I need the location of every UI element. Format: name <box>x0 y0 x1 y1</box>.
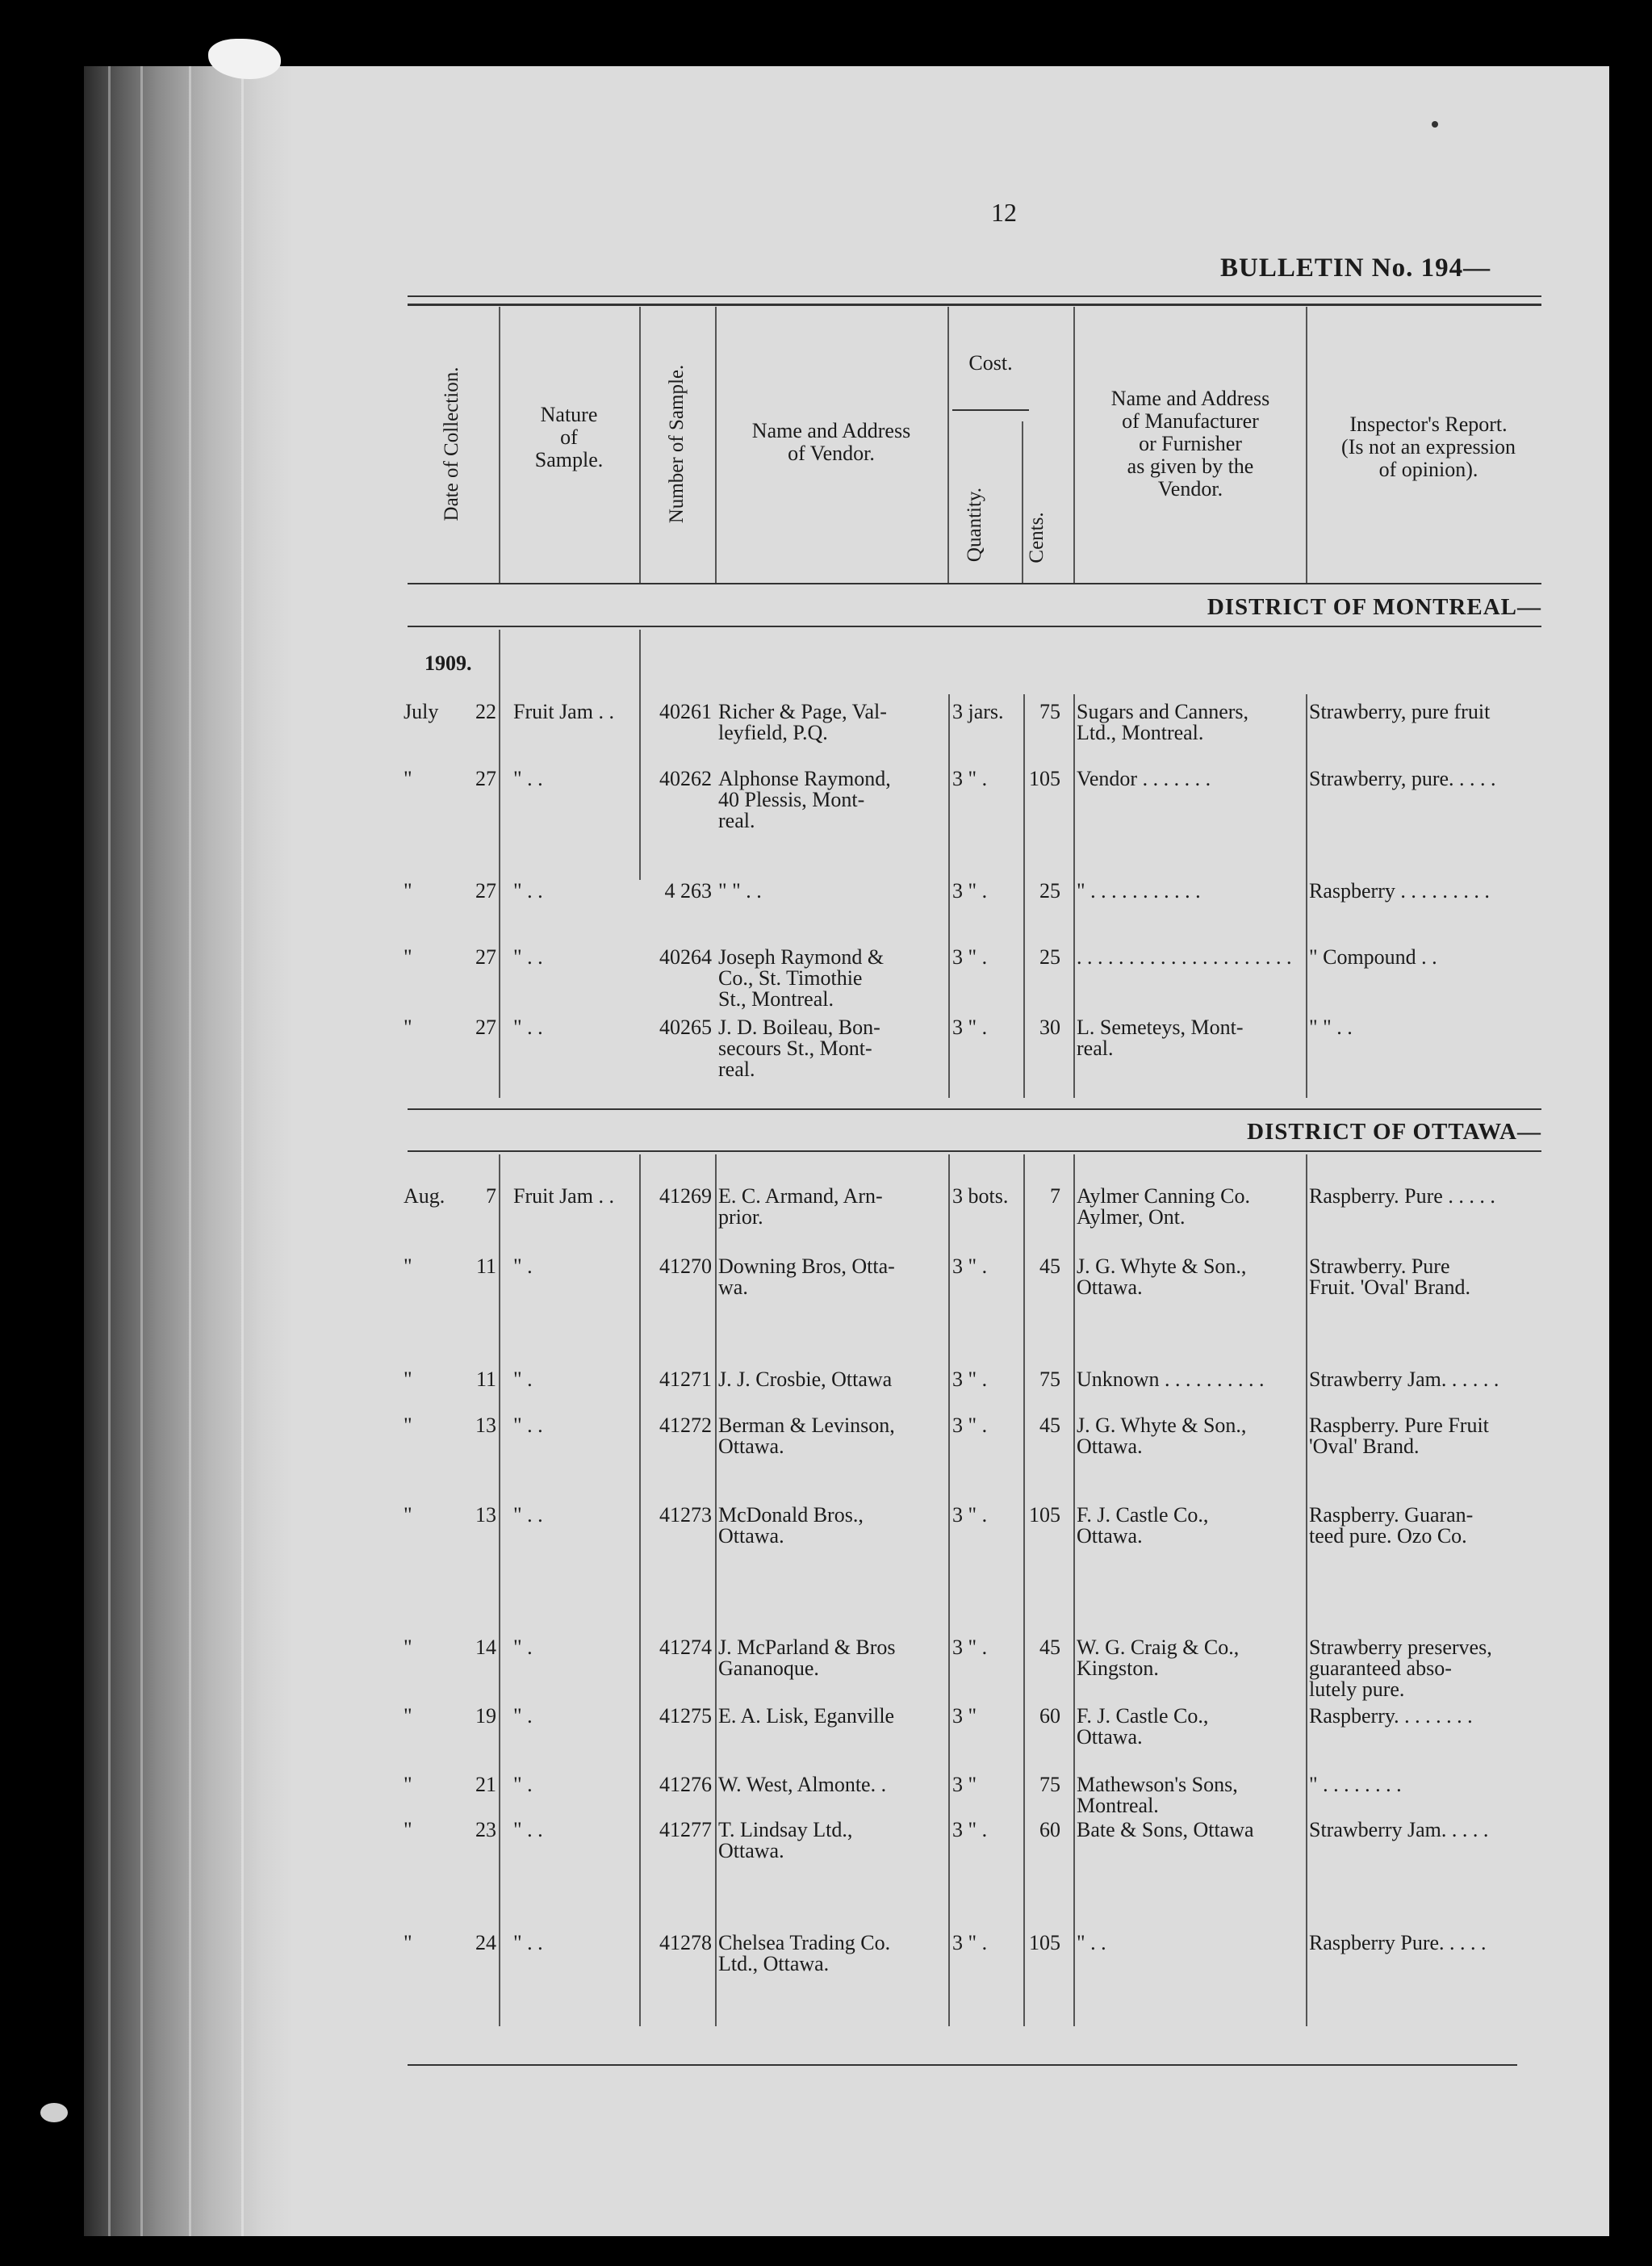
inspector-report: teed pure. Ozo Co. <box>1309 1524 1467 1548</box>
vendor-address: Ottawa. <box>718 1524 784 1548</box>
manufacturer-address: Unknown . . . . . . . . . . <box>1077 1368 1265 1391</box>
collection-month: " <box>404 767 412 790</box>
rule-top <box>408 295 1541 297</box>
collection-day: 27 <box>475 1016 496 1039</box>
sample-nature: " . <box>513 1773 533 1796</box>
col-divider <box>499 307 500 583</box>
vendor-address: T. Lindsay Ltd., <box>718 1818 853 1841</box>
rule-top-double <box>408 304 1541 306</box>
cost-quantity: 3 " . <box>952 1636 988 1659</box>
cost-cents: 60 <box>1039 1818 1060 1841</box>
manufacturer-address: " . . . . . . . . . . . <box>1077 879 1201 903</box>
district-heading: DISTRICT OF OTTAWA— <box>1247 1119 1541 1145</box>
cost-cents: 25 <box>1039 945 1060 969</box>
collection-day: 14 <box>475 1636 496 1659</box>
manufacturer-address: " . . <box>1077 1931 1106 1954</box>
manufacturer-address: Ottawa. <box>1077 1725 1143 1749</box>
cost-cents: 60 <box>1039 1704 1060 1728</box>
col-divider <box>1023 1154 1025 2026</box>
header-date-collection: Date of Collection. <box>441 366 462 521</box>
manufacturer-address: real. <box>1077 1037 1114 1060</box>
header-sample-number: Number of Sample. <box>666 364 688 524</box>
vendor-address: 40 Plessis, Mont- <box>718 788 865 811</box>
inspector-report: lutely pure. <box>1309 1678 1405 1701</box>
vendor-address: Ottawa. <box>718 1839 784 1862</box>
cost-cents: 75 <box>1039 1368 1060 1391</box>
vendor-address: Chelsea Trading Co. <box>718 1931 891 1954</box>
rule-montreal <box>408 626 1541 627</box>
collection-month: " <box>404 1931 412 1954</box>
vendor-address: leyfield, P.Q. <box>718 721 828 744</box>
collection-day: 23 <box>475 1818 496 1841</box>
sample-nature: Fruit Jam . . <box>513 700 614 723</box>
cost-cents: 45 <box>1039 1254 1060 1278</box>
sample-nature: " . . <box>513 1503 543 1527</box>
collection-day: 24 <box>475 1931 496 1954</box>
manufacturer-address: Ottawa. <box>1077 1275 1143 1299</box>
vendor-address: real. <box>718 1058 755 1081</box>
manufacturer-address: Montreal. <box>1077 1794 1159 1817</box>
collection-day: 13 <box>475 1503 496 1527</box>
manufacturer-address: Ottawa. <box>1077 1435 1143 1458</box>
sample-nature: " . . <box>513 1016 543 1039</box>
collection-month: Aug. <box>404 1184 445 1208</box>
sample-nature: " . . <box>513 879 543 903</box>
vendor-address: real. <box>718 809 755 832</box>
manufacturer-address: Bate & Sons, Ottawa <box>1077 1818 1254 1841</box>
collection-day: 22 <box>475 700 496 723</box>
manufacturer-address: . . . . . . . . . . . . . . . . . . . . . <box>1077 945 1292 969</box>
cost-quantity: 3 bots. <box>952 1184 1009 1208</box>
inspector-report: " " . . <box>1309 1016 1353 1039</box>
sample-number: 41276 <box>659 1773 712 1796</box>
rule-header-bottom <box>408 583 1541 584</box>
cost-cents: 105 <box>1029 1931 1060 1954</box>
sample-nature: Fruit Jam . . <box>513 1184 614 1208</box>
manufacturer-address: Kingston. <box>1077 1657 1159 1680</box>
col-divider <box>499 630 500 1098</box>
sample-number: 41278 <box>659 1931 712 1954</box>
manufacturer-address: Ottawa. <box>1077 1524 1143 1548</box>
sample-nature: " . . <box>513 1818 543 1841</box>
collection-day: 13 <box>475 1414 496 1437</box>
collection-month: " <box>404 1704 412 1728</box>
manufacturer-address: F. J. Castle Co., <box>1077 1704 1209 1728</box>
collection-day: 27 <box>475 879 496 903</box>
cost-quantity: 3 " . <box>952 1414 988 1437</box>
cost-cents: 105 <box>1029 767 1060 790</box>
inspector-report: Strawberry preserves, <box>1309 1636 1492 1659</box>
cost-cents: 75 <box>1039 700 1060 723</box>
header-cents: Cents. <box>1026 512 1048 563</box>
inspector-report: Strawberry Jam. . . . . . <box>1309 1368 1499 1391</box>
header-nature: Nature of Sample. <box>534 403 604 471</box>
vendor-address: Ottawa. <box>718 1435 784 1458</box>
inspector-report: " Compound . . <box>1309 945 1437 969</box>
cost-quantity: 3 " . <box>952 879 988 903</box>
speck <box>1432 121 1438 128</box>
col-divider <box>1022 421 1023 583</box>
sample-nature: " . . <box>513 767 543 790</box>
collection-month: " <box>404 945 412 969</box>
inspector-report: Strawberry. Pure <box>1309 1254 1450 1278</box>
cost-quantity: 3 " . <box>952 1818 988 1841</box>
collection-day: 7 <box>486 1184 496 1208</box>
collection-month: " <box>404 1368 412 1391</box>
header-inspector-report: Inspector's Report. (Is not an expression of opinion). <box>1341 413 1516 481</box>
vendor-address: J. J. Crosbie, Ottawa <box>718 1368 893 1391</box>
inspector-report: Raspberry. Guaran- <box>1309 1503 1474 1527</box>
rule-ottawa <box>408 1150 1541 1152</box>
cost-cents: 105 <box>1029 1503 1060 1527</box>
collection-month: July <box>404 700 439 723</box>
cost-cents: 45 <box>1039 1636 1060 1659</box>
vendor-address: Joseph Raymond & <box>718 945 885 969</box>
header-vendor: Name and Address of Vendor. <box>751 419 911 465</box>
inspector-report: Strawberry, pure. . . . . <box>1309 767 1496 790</box>
cost-quantity: 3 " <box>952 1773 977 1796</box>
cost-quantity: 3 " <box>952 1704 977 1728</box>
collection-day: 19 <box>475 1704 496 1728</box>
inspector-report: Raspberry . . . . . . . . . <box>1309 879 1490 903</box>
rule-cost <box>952 409 1029 411</box>
cost-cents: 7 <box>1050 1184 1060 1208</box>
vendor-address: J. D. Boileau, Bon- <box>718 1016 880 1039</box>
collection-month: " <box>404 1414 412 1437</box>
cost-quantity: 3 " . <box>952 1016 988 1039</box>
rule-bottom <box>408 2064 1517 2066</box>
col-divider <box>948 694 950 1098</box>
header-manufacturer: Name and Address of Manufacturer or Furnisher as given by the Vendor. <box>1110 387 1270 501</box>
manufacturer-address: Vendor . . . . . . . <box>1077 767 1211 790</box>
collection-day: 27 <box>475 767 496 790</box>
vendor-address: J. McParland & Bros <box>718 1636 896 1659</box>
inspector-report: Raspberry Pure. . . . . <box>1309 1931 1487 1954</box>
vendor-address: Richer & Page, Val- <box>718 700 887 723</box>
manufacturer-address: Aylmer Canning Co. <box>1077 1184 1250 1208</box>
sample-number: 41275 <box>659 1704 712 1728</box>
manufacturer-address: Sugars and Canners, <box>1077 700 1249 723</box>
vendor-address: Co., St. Timothie <box>718 966 863 990</box>
inspector-report: Strawberry Jam. . . . . <box>1309 1818 1489 1841</box>
scan-streak <box>189 66 191 2236</box>
bulletin-title: BULLETIN No. 194— <box>1220 253 1491 283</box>
cost-quantity: 3 " . <box>952 1368 988 1391</box>
col-divider <box>947 307 949 583</box>
col-divider <box>715 307 717 583</box>
scan-streak <box>241 66 244 2236</box>
header-cost: Cost. <box>968 351 1013 375</box>
cost-quantity: 3 " . <box>952 1931 988 1954</box>
cost-quantity: 3 " . <box>952 767 988 790</box>
manufacturer-address: L. Semeteys, Mont- <box>1077 1016 1244 1039</box>
collection-month: " <box>404 879 412 903</box>
manufacturer-address: J. G. Whyte & Son., <box>1077 1254 1247 1278</box>
sample-number: 40261 <box>659 700 712 723</box>
sample-number: 41270 <box>659 1254 712 1278</box>
vendor-address: W. West, Almonte. . <box>718 1773 887 1796</box>
sample-nature: " . <box>513 1254 533 1278</box>
scan-streak <box>108 66 111 2236</box>
vendor-address: Berman & Levinson, <box>718 1414 895 1437</box>
collection-month: " <box>404 1016 412 1039</box>
col-divider <box>639 307 641 583</box>
inspector-report: guaranteed abso- <box>1309 1657 1452 1680</box>
col-divider <box>639 630 641 880</box>
sample-nature: " . <box>513 1636 533 1659</box>
col-divider <box>948 1154 950 2026</box>
rule-ottawa-top <box>408 1108 1541 1110</box>
sample-number: 41273 <box>659 1503 712 1527</box>
cost-quantity: 3 " . <box>952 1254 988 1278</box>
col-divider <box>1073 694 1075 1098</box>
cost-cents: 45 <box>1039 1414 1060 1437</box>
vendor-address: Gananoque. <box>718 1657 819 1680</box>
col-divider <box>499 1154 500 2026</box>
manufacturer-address: F. J. Castle Co., <box>1077 1503 1209 1527</box>
sample-nature: " . . <box>513 1931 543 1954</box>
cost-quantity: 3 " . <box>952 945 988 969</box>
vendor-address: wa. <box>718 1275 748 1299</box>
inspector-report: Raspberry. Pure Fruit <box>1309 1414 1489 1437</box>
col-divider <box>1306 1154 1307 2026</box>
page-number: 12 <box>991 198 1017 227</box>
inspector-report: Fruit. 'Oval' Brand. <box>1309 1275 1471 1299</box>
sample-number: 41277 <box>659 1818 712 1841</box>
inspector-report: Raspberry. Pure . . . . . <box>1309 1184 1495 1208</box>
sample-number: 41274 <box>659 1636 712 1659</box>
col-divider <box>1073 1154 1075 2026</box>
cost-cents: 25 <box>1039 879 1060 903</box>
collection-month: " <box>404 1773 412 1796</box>
collection-month: " <box>404 1636 412 1659</box>
collection-day: 11 <box>475 1368 496 1391</box>
sample-nature: " . <box>513 1368 533 1391</box>
vendor-address: E. C. Armand, Arn- <box>718 1184 883 1208</box>
sample-number: 41271 <box>659 1368 712 1391</box>
manufacturer-address: J. G. Whyte & Son., <box>1077 1414 1247 1437</box>
col-divider <box>1073 307 1075 583</box>
vendor-address: St., Montreal. <box>718 987 834 1011</box>
collection-month: " <box>404 1254 412 1278</box>
cost-cents: 30 <box>1039 1016 1060 1039</box>
sample-nature: " . . <box>513 1414 543 1437</box>
vendor-address: Alphonse Raymond, <box>718 767 891 790</box>
collection-day: 27 <box>475 945 496 969</box>
collection-month: " <box>404 1503 412 1527</box>
cost-cents: 75 <box>1039 1773 1060 1796</box>
sample-nature: " . . <box>513 945 543 969</box>
inspector-report: " . . . . . . . . <box>1309 1773 1402 1796</box>
edge-blot <box>40 2103 68 2122</box>
sample-number: 40265 <box>659 1016 712 1039</box>
col-divider <box>639 1154 641 2026</box>
inspector-report: 'Oval' Brand. <box>1309 1435 1420 1458</box>
vendor-address: prior. <box>718 1205 763 1229</box>
cost-quantity: 3 jars. <box>952 700 1004 723</box>
vendor-address: " " . . <box>718 879 762 903</box>
sample-number: 40264 <box>659 945 712 969</box>
col-divider <box>715 1154 717 2026</box>
manufacturer-address: Ltd., Montreal. <box>1077 721 1204 744</box>
sample-number: 41272 <box>659 1414 712 1437</box>
collection-day: 21 <box>475 1773 496 1796</box>
scan-streak <box>140 66 143 2236</box>
vendor-address: E. A. Lisk, Eganville <box>718 1704 895 1728</box>
vendor-address: Ltd., Ottawa. <box>718 1952 830 1975</box>
sample-number: 40262 <box>659 767 712 790</box>
vendor-address: Downing Bros, Otta- <box>718 1254 895 1278</box>
district-heading: DISTRICT OF MONTREAL— <box>1207 594 1541 620</box>
collection-month: " <box>404 1818 412 1841</box>
manufacturer-address: W. G. Craig & Co., <box>1077 1636 1240 1659</box>
cost-quantity: 3 " . <box>952 1503 988 1527</box>
col-divider <box>1306 694 1307 1098</box>
sample-number: 41269 <box>659 1184 712 1208</box>
sample-nature: " . <box>513 1704 533 1728</box>
year-label: 1909. <box>425 651 472 675</box>
vendor-address: McDonald Bros., <box>718 1503 864 1527</box>
manufacturer-address: Mathewson's Sons, <box>1077 1773 1238 1796</box>
collection-day: 11 <box>475 1254 496 1278</box>
header-quantity: Quantity. <box>964 487 985 563</box>
inspector-report: Raspberry. . . . . . . . <box>1309 1704 1473 1728</box>
inspector-report: Strawberry, pure fruit <box>1309 700 1491 723</box>
manufacturer-address: Aylmer, Ont. <box>1077 1205 1186 1229</box>
vendor-address: secours St., Mont- <box>718 1037 872 1060</box>
sample-number: 4 263 <box>664 879 712 903</box>
